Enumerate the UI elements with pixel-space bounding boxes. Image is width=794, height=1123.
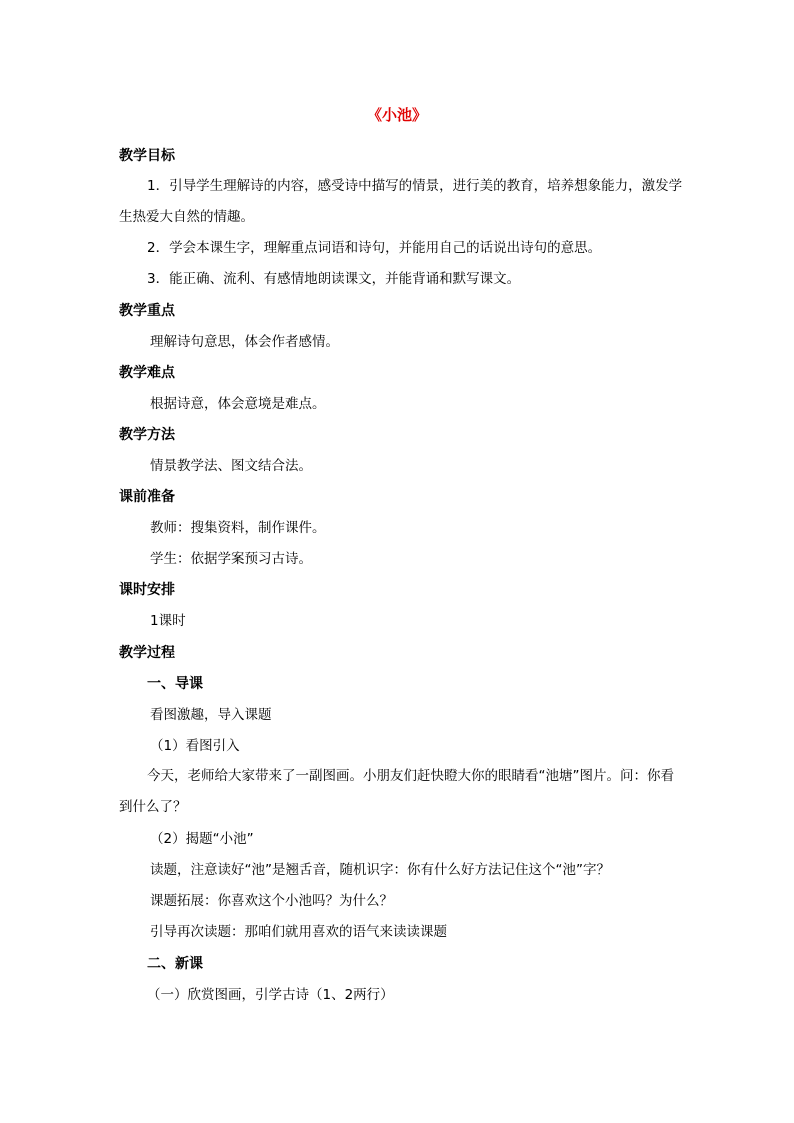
prep-student: 学生：依据学案预习古诗。 xyxy=(150,551,312,567)
part1-line2: 读题，注意读好“池”是翘舌音，随机识字：你有什么好方法记住这个“池”字？ xyxy=(150,862,610,878)
document-title: 《小池》 xyxy=(366,106,427,124)
part1-step1: （1）看图引入 xyxy=(150,738,240,754)
part1-line4: 引导再次读题：那咱们就用喜欢的语气来读读课题 xyxy=(150,924,447,940)
part1-heading: 一、导课 xyxy=(147,676,203,692)
process-heading: 教学过程 xyxy=(119,645,175,661)
part1-para1: 今天，老师给大家带来了一副图画。小朋友们赶快瞪大你的眼睛看“池塘”图片。问：你看到什么了？ xyxy=(119,768,674,815)
method-heading: 教学方法 xyxy=(119,427,175,443)
goal-2: 2．学会本课生字，理解重点词语和诗句，并能用自己的话说出诗句的意思。 xyxy=(147,240,602,256)
goal-1: 1．引导学生理解诗的内容，感受诗中描写的情景，进行美的教育，培养想象能力，激发学生热爱大自然的情趣。 xyxy=(119,178,683,225)
prep-heading: 课前准备 xyxy=(119,489,175,505)
part1-line3: 课题拓展：你喜欢这个小池吗？为什么？ xyxy=(150,893,393,909)
goals-heading: 教学目标 xyxy=(119,148,175,164)
schedule-text: 1课时 xyxy=(150,613,186,629)
schedule-heading: 课时安排 xyxy=(119,582,175,598)
key-text: 理解诗句意思，体会作者感情。 xyxy=(150,334,339,350)
part1-line1: 看图激趣，导入课题 xyxy=(150,707,272,723)
part1-step2: （2）揭题“小池” xyxy=(150,831,254,847)
key-heading: 教学重点 xyxy=(119,303,175,319)
goal-3: 3．能正确、流利、有感情地朗读课文，并能背诵和默写课文。 xyxy=(147,271,521,287)
difficulty-heading: 教学难点 xyxy=(119,365,175,381)
part2-heading: 二、新课 xyxy=(147,956,203,972)
method-text: 情景教学法、图文结合法。 xyxy=(150,458,312,474)
part2-step1: （一）欣赏图画，引学古诗（1、2两行） xyxy=(147,987,394,1003)
difficulty-text: 根据诗意，体会意境是难点。 xyxy=(150,396,326,412)
prep-teacher: 教师：搜集资料，制作课件。 xyxy=(150,520,326,536)
